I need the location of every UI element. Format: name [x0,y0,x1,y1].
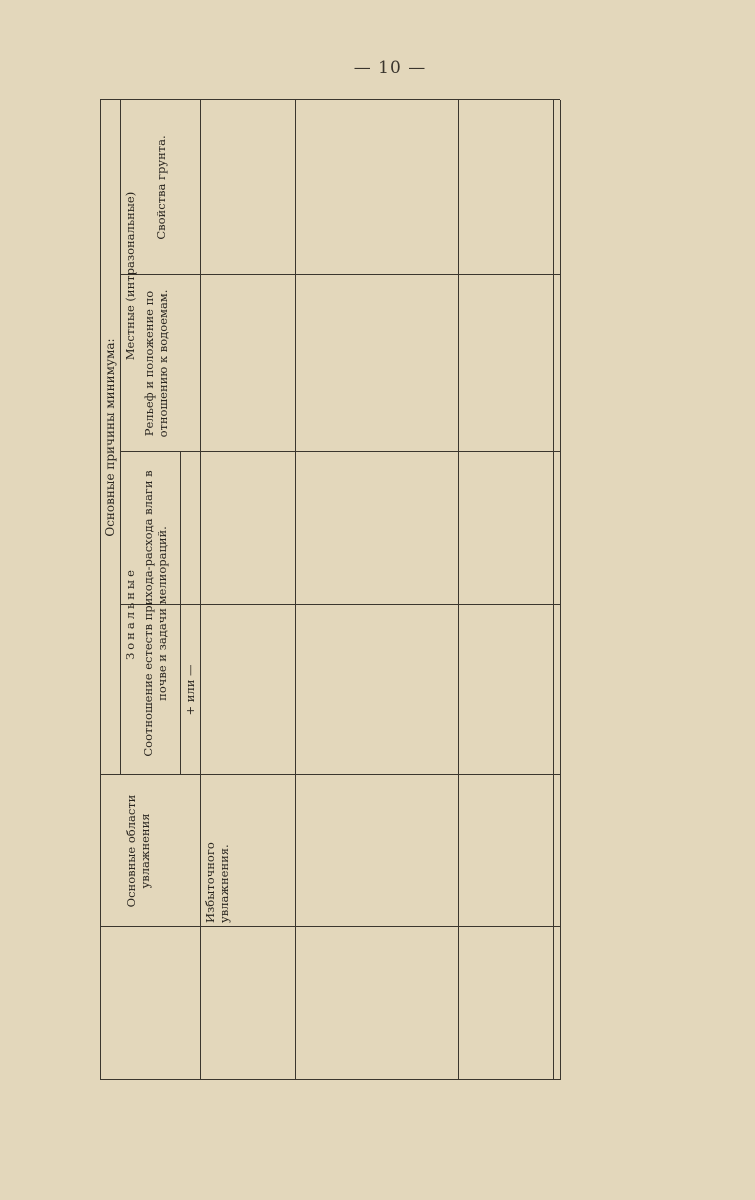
row-divider-1 [295,100,296,1080]
row-divider-2 [458,100,459,1080]
header-sign: + или — [183,664,197,716]
row-1-region: Избыточного увлажнения. [203,842,232,923]
row-divider-3 [553,100,554,1080]
rotated-table-frame [100,100,560,1080]
header-soil: Свойства грунта. [154,135,168,240]
header-local: Местные (интразональные) [123,191,137,361]
header-causes: Основные причины минимума: [103,338,117,537]
header-relief: Рельеф и положение по отношению к водоемам. [142,289,171,438]
page-number: — 10 — [353,58,427,78]
melioration-table [100,100,560,1080]
header-zonal-sub: Соотношение естеств прихода-расхода влаги в почве и задачи мелиораций. [141,470,170,757]
header-zonal: Зональные [123,567,137,660]
table-border-left [100,1079,560,1080]
table-border-bottom [560,100,561,1080]
header-region: Основные области увлажнения [124,794,153,908]
